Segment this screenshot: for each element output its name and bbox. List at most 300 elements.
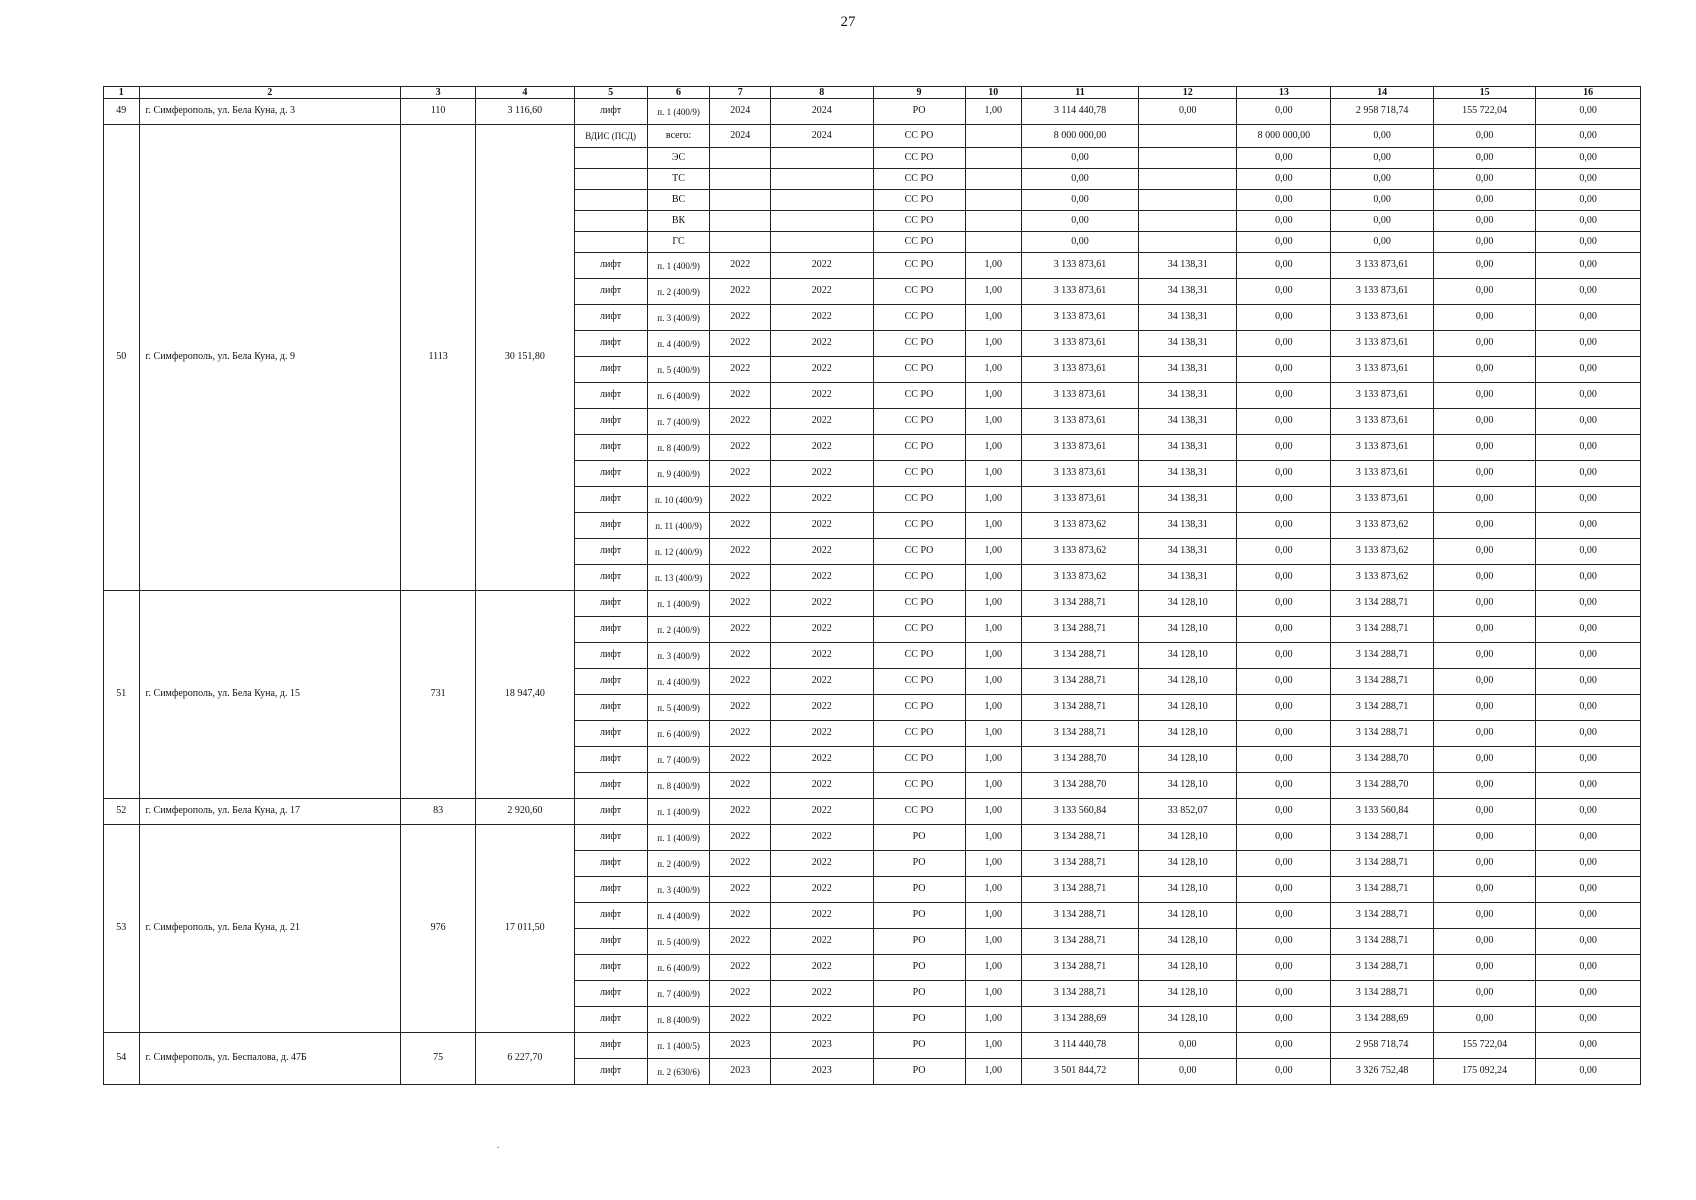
table-cell: 3 133 873,61: [1331, 331, 1433, 357]
table-cell: 1,00: [965, 799, 1021, 825]
table-cell: 0,00: [1139, 1059, 1237, 1085]
table-cell: 3 133 873,61: [1331, 357, 1433, 383]
table-cell: п. 7 (400/9): [647, 409, 710, 435]
table-cell: 3 134 288,70: [1021, 747, 1138, 773]
table-cell: 2022: [710, 903, 771, 929]
table-cell: 0,00: [1237, 211, 1331, 232]
table-cell: 0,00: [1237, 851, 1331, 877]
table-cell: лифт: [574, 877, 647, 903]
table-cell: 2024: [771, 99, 873, 125]
table-cell: п. 8 (400/9): [647, 435, 710, 461]
table-cell: СС РО: [873, 591, 965, 617]
table-cell: 17 011,50: [476, 825, 574, 1033]
table-cell: 0,00: [1433, 357, 1535, 383]
table-cell: 3 133 873,61: [1331, 279, 1433, 305]
table-cell: 34 138,31: [1139, 487, 1237, 513]
table-cell: [965, 190, 1021, 211]
table-cell: 34 138,31: [1139, 357, 1237, 383]
table-cell: 0,00: [1433, 799, 1535, 825]
table-cell: 0,00: [1237, 539, 1331, 565]
table-cell: 3 134 288,71: [1331, 669, 1433, 695]
table-cell: СС РО: [873, 539, 965, 565]
table-cell: п. 11 (400/9): [647, 513, 710, 539]
table-cell: 34 138,31: [1139, 513, 1237, 539]
table-cell: лифт: [574, 825, 647, 851]
table-cell: лифт: [574, 461, 647, 487]
table-cell: 2022: [710, 825, 771, 851]
table-cell: 0,00: [1237, 331, 1331, 357]
table-cell: СС РО: [873, 279, 965, 305]
table-cell: 2022: [710, 643, 771, 669]
table-cell: 2024: [710, 125, 771, 148]
table-cell: [710, 211, 771, 232]
table-cell: 0,00: [1433, 773, 1535, 799]
table-cell: 0,00: [1433, 435, 1535, 461]
table-cell: 1,00: [965, 331, 1021, 357]
table-cell: 2022: [710, 513, 771, 539]
table-cell: ВС: [647, 190, 710, 211]
table-cell: 34 128,10: [1139, 695, 1237, 721]
table-cell: СС РО: [873, 331, 965, 357]
table-cell: 0,00: [1021, 148, 1138, 169]
table-cell: 2022: [710, 669, 771, 695]
table-cell: 1,00: [965, 591, 1021, 617]
table-cell: лифт: [574, 617, 647, 643]
table-cell: СС РО: [873, 169, 965, 190]
table-cell: СС РО: [873, 487, 965, 513]
table-cell: 2022: [771, 955, 873, 981]
table-cell: 0,00: [1433, 877, 1535, 903]
table-cell: 0,00: [1237, 955, 1331, 981]
table-cell: 110: [400, 99, 475, 125]
table-cell: 3 133 873,61: [1331, 383, 1433, 409]
table-cell: 2022: [771, 461, 873, 487]
table-cell: 0,00: [1536, 695, 1641, 721]
table-cell: 0,00: [1433, 253, 1535, 279]
table-cell: лифт: [574, 565, 647, 591]
table-cell: 75: [400, 1033, 475, 1085]
table-cell: 1,00: [965, 565, 1021, 591]
table-cell: 0,00: [1237, 279, 1331, 305]
table-cell: СС РО: [873, 799, 965, 825]
table-cell: 0,00: [1433, 617, 1535, 643]
table-cell: [710, 169, 771, 190]
table-cell: 3 134 288,71: [1021, 903, 1138, 929]
table-cell: ВК: [647, 211, 710, 232]
table-cell: 2022: [771, 981, 873, 1007]
table-cell: 3 133 873,61: [1021, 435, 1138, 461]
table-cell: 3 134 288,71: [1331, 877, 1433, 903]
table-row: [104, 125, 1641, 148]
table-cell: РО: [873, 903, 965, 929]
table-cell: п. 2 (400/9): [647, 617, 710, 643]
table-body: [104, 87, 1641, 1085]
table-cell: 2023: [771, 1059, 873, 1085]
table-cell: [574, 148, 647, 169]
table-cell: 0,00: [1237, 148, 1331, 169]
table-cell: 3 134 288,71: [1331, 721, 1433, 747]
table-cell: 3 134 288,70: [1021, 773, 1138, 799]
table-cell: 731: [400, 591, 475, 799]
table-cell: СС РО: [873, 461, 965, 487]
table-cell: 0,00: [1536, 643, 1641, 669]
table-cell: 2022: [771, 1007, 873, 1033]
table-cell: 3 134 288,71: [1021, 721, 1138, 747]
table-cell: 2022: [771, 539, 873, 565]
table-cell: 3 133 873,61: [1021, 279, 1138, 305]
table-cell: 3 133 873,61: [1021, 331, 1138, 357]
table-cell: п. 5 (400/9): [647, 929, 710, 955]
table-cell: 0,00: [1237, 877, 1331, 903]
column-number-7: 7: [710, 87, 771, 99]
table-cell: 2022: [771, 487, 873, 513]
table-cell: 0,00: [1331, 190, 1433, 211]
table-cell: лифт: [574, 331, 647, 357]
table-cell: 3 134 288,69: [1021, 1007, 1138, 1033]
table-cell: п. 1 (400/9): [647, 799, 710, 825]
table-cell: 0,00: [1237, 903, 1331, 929]
table-cell: 0,00: [1536, 211, 1641, 232]
table-cell: 2022: [771, 253, 873, 279]
table-cell: лифт: [574, 773, 647, 799]
table-cell: 0,00: [1021, 232, 1138, 253]
table-cell: СС РО: [873, 747, 965, 773]
table-cell: г. Симферополь, ул. Бела Куна, д. 21: [139, 825, 400, 1033]
table-cell: [1139, 148, 1237, 169]
table-cell: 34 128,10: [1139, 851, 1237, 877]
table-cell: лифт: [574, 1007, 647, 1033]
table-cell: 0,00: [1237, 981, 1331, 1007]
table-cell: 0,00: [1237, 357, 1331, 383]
table-cell: п. 4 (400/9): [647, 331, 710, 357]
table-cell: 0,00: [1237, 513, 1331, 539]
table-cell: 0,00: [1536, 721, 1641, 747]
table-cell: 3 133 873,61: [1021, 487, 1138, 513]
table-cell: 1,00: [965, 825, 1021, 851]
table-cell: 0,00: [1536, 669, 1641, 695]
table-cell: п. 7 (400/9): [647, 981, 710, 1007]
table-cell: 2022: [710, 747, 771, 773]
table-cell: 0,00: [1536, 1007, 1641, 1033]
table-cell: СС РО: [873, 643, 965, 669]
column-number-8: 8: [771, 87, 873, 99]
table-cell: 2022: [771, 643, 873, 669]
column-number-2: 2: [139, 87, 400, 99]
table-cell: 3 133 873,61: [1331, 487, 1433, 513]
table-cell: 3 133 873,62: [1021, 539, 1138, 565]
column-number-13: 13: [1237, 87, 1331, 99]
table-cell: 0,00: [1331, 211, 1433, 232]
table-cell: лифт: [574, 747, 647, 773]
table-cell: 3 133 873,61: [1021, 305, 1138, 331]
table-cell: [1139, 169, 1237, 190]
table-cell: 2022: [771, 591, 873, 617]
table-cell: 8 000 000,00: [1237, 125, 1331, 148]
table-cell: 2022: [771, 383, 873, 409]
stray-mark: .: [497, 1140, 500, 1150]
table-cell: СС РО: [873, 513, 965, 539]
table-cell: СС РО: [873, 409, 965, 435]
capital-repair-table: [103, 86, 1641, 1085]
table-cell: 1,00: [965, 643, 1021, 669]
table-cell: 0,00: [1433, 461, 1535, 487]
table-cell: лифт: [574, 1059, 647, 1085]
table-cell: СС РО: [873, 617, 965, 643]
table-cell: 0,00: [1536, 169, 1641, 190]
column-number-15: 15: [1433, 87, 1535, 99]
table-cell: 3 134 288,71: [1021, 981, 1138, 1007]
table-row: [104, 591, 1641, 617]
table-cell: 0,00: [1237, 1033, 1331, 1059]
table-cell: СС РО: [873, 357, 965, 383]
table-cell: 2022: [771, 825, 873, 851]
table-cell: лифт: [574, 357, 647, 383]
table-cell: 2024: [710, 99, 771, 125]
table-cell: РО: [873, 1059, 965, 1085]
table-cell: 2022: [710, 383, 771, 409]
table-cell: п. 7 (400/9): [647, 747, 710, 773]
table-cell: [771, 211, 873, 232]
table-cell: п. 10 (400/9): [647, 487, 710, 513]
table-cell: 2022: [771, 929, 873, 955]
table-cell: [965, 211, 1021, 232]
table-cell: лифт: [574, 903, 647, 929]
table-cell: 0,00: [1237, 773, 1331, 799]
table-cell: [1139, 232, 1237, 253]
table-cell: 2022: [710, 721, 771, 747]
table-cell: 1,00: [965, 357, 1021, 383]
table-cell: п. 3 (400/9): [647, 877, 710, 903]
table-cell: 3 134 288,71: [1021, 877, 1138, 903]
table-cell: п. 1 (400/9): [647, 591, 710, 617]
table-cell: 0,00: [1536, 539, 1641, 565]
table-cell: 1,00: [965, 1033, 1021, 1059]
table-cell: 1,00: [965, 747, 1021, 773]
table-cell: 2022: [710, 929, 771, 955]
table-cell: 2022: [771, 747, 873, 773]
table-cell: [574, 169, 647, 190]
table-cell: лифт: [574, 487, 647, 513]
table-cell: 2022: [710, 331, 771, 357]
table-row: [104, 799, 1641, 825]
table-cell: п. 6 (400/9): [647, 721, 710, 747]
table-cell: РО: [873, 825, 965, 851]
table-cell: лифт: [574, 799, 647, 825]
table-cell: 0,00: [1237, 617, 1331, 643]
column-number-12: 12: [1139, 87, 1237, 99]
table-cell: п. 3 (400/9): [647, 305, 710, 331]
table-cell: 1,00: [965, 1007, 1021, 1033]
table-cell: 1,00: [965, 461, 1021, 487]
table-cell: 3 133 560,84: [1331, 799, 1433, 825]
table-cell: 54: [104, 1033, 140, 1085]
table-cell: 1,00: [965, 929, 1021, 955]
table-cell: 3 133 873,61: [1021, 409, 1138, 435]
table-cell: 0,00: [1536, 331, 1641, 357]
table-cell: 34 138,31: [1139, 331, 1237, 357]
table-cell: СС РО: [873, 232, 965, 253]
table-cell: п. 9 (400/9): [647, 461, 710, 487]
table-cell: 3 134 288,70: [1331, 747, 1433, 773]
table-cell: 0,00: [1433, 929, 1535, 955]
table-cell: лифт: [574, 981, 647, 1007]
table-cell: 2022: [771, 669, 873, 695]
table-cell: лифт: [574, 383, 647, 409]
table-cell: 2022: [771, 903, 873, 929]
table-cell: [1139, 190, 1237, 211]
table-cell: 2022: [771, 435, 873, 461]
table-cell: 34 138,31: [1139, 461, 1237, 487]
table-cell: п. 1 (400/9): [647, 825, 710, 851]
table-cell: РО: [873, 1007, 965, 1033]
table-cell: РО: [873, 851, 965, 877]
table-cell: 3 133 873,61: [1331, 409, 1433, 435]
table-cell: 34 138,31: [1139, 305, 1237, 331]
table-cell: 0,00: [1237, 591, 1331, 617]
column-number-11: 11: [1021, 87, 1138, 99]
table-cell: 0,00: [1433, 331, 1535, 357]
table-cell: 52: [104, 799, 140, 825]
table-cell: 2022: [710, 877, 771, 903]
table-cell: 0,00: [1237, 461, 1331, 487]
table-cell: 2022: [710, 357, 771, 383]
table-cell: 2022: [710, 799, 771, 825]
table-cell: 3 133 873,61: [1021, 357, 1138, 383]
table-cell: 3 134 288,71: [1331, 929, 1433, 955]
table-cell: 0,00: [1433, 211, 1535, 232]
table-cell: 3 134 288,70: [1331, 773, 1433, 799]
table-cell: лифт: [574, 409, 647, 435]
table-cell: 0,00: [1237, 643, 1331, 669]
table-cell: 2022: [710, 617, 771, 643]
table-cell: 1,00: [965, 877, 1021, 903]
table-cell: лифт: [574, 669, 647, 695]
table-cell: 1,00: [965, 487, 1021, 513]
table-cell: 0,00: [1536, 1059, 1641, 1085]
table-cell: СС РО: [873, 211, 965, 232]
table-cell: 34 138,31: [1139, 435, 1237, 461]
table-cell: 2 958 718,74: [1331, 99, 1433, 125]
table-cell: 2022: [710, 461, 771, 487]
table-cell: 34 128,10: [1139, 877, 1237, 903]
table-cell: 0,00: [1433, 190, 1535, 211]
table-cell: 3 134 288,71: [1331, 981, 1433, 1007]
table-cell: п. 12 (400/9): [647, 539, 710, 565]
table-cell: 0,00: [1021, 169, 1138, 190]
table-cell: 34 128,10: [1139, 955, 1237, 981]
table-cell: 0,00: [1433, 643, 1535, 669]
table-cell: г. Симферополь, ул. Бела Куна, д. 15: [139, 591, 400, 799]
table-cell: 1,00: [965, 955, 1021, 981]
table-cell: 2022: [771, 331, 873, 357]
table-cell: 0,00: [1237, 99, 1331, 125]
table-cell: 1,00: [965, 981, 1021, 1007]
table-cell: 2022: [771, 877, 873, 903]
table-cell: 0,00: [1536, 461, 1641, 487]
table-cell: п. 2 (400/9): [647, 851, 710, 877]
table-cell: 0,00: [1536, 773, 1641, 799]
table-cell: п. 5 (400/9): [647, 357, 710, 383]
table-cell: [771, 169, 873, 190]
table-cell: [574, 232, 647, 253]
table-cell: п. 8 (400/9): [647, 1007, 710, 1033]
table-cell: 2022: [771, 409, 873, 435]
table-cell: 0,00: [1536, 877, 1641, 903]
table-cell: 0,00: [1536, 955, 1641, 981]
table-cell: 0,00: [1237, 232, 1331, 253]
table-cell: п. 1 (400/9): [647, 253, 710, 279]
table-cell: 2022: [710, 409, 771, 435]
table-cell: 2 920,60: [476, 799, 574, 825]
table-cell: всего:: [647, 125, 710, 148]
table-cell: п. 2 (400/9): [647, 279, 710, 305]
table-cell: 8 000 000,00: [1021, 125, 1138, 148]
table-cell: 33 852,07: [1139, 799, 1237, 825]
table-cell: 2022: [771, 305, 873, 331]
table-cell: 2022: [710, 253, 771, 279]
table-cell: 1,00: [965, 721, 1021, 747]
table-cell: 3 134 288,71: [1331, 591, 1433, 617]
table-cell: 34 128,10: [1139, 903, 1237, 929]
table-cell: 2022: [710, 565, 771, 591]
table-cell: 0,00: [1237, 565, 1331, 591]
table-cell: 18 947,40: [476, 591, 574, 799]
table-cell: 3 134 288,71: [1331, 825, 1433, 851]
table-cell: 51: [104, 591, 140, 799]
table-cell: 0,00: [1237, 1059, 1331, 1085]
table-cell: 2022: [710, 539, 771, 565]
table-cell: 2022: [710, 955, 771, 981]
table-cell: 1,00: [965, 279, 1021, 305]
table-cell: РО: [873, 929, 965, 955]
table-cell: 0,00: [1536, 929, 1641, 955]
table-cell: ЭС: [647, 148, 710, 169]
table-cell: 3 326 752,48: [1331, 1059, 1433, 1085]
table-cell: 2 958 718,74: [1331, 1033, 1433, 1059]
table-cell: 34 128,10: [1139, 669, 1237, 695]
table-cell: 0,00: [1536, 1033, 1641, 1059]
table-cell: 0,00: [1536, 903, 1641, 929]
table-cell: 0,00: [1237, 929, 1331, 955]
table-cell: 0,00: [1331, 125, 1433, 148]
table-cell: 0,00: [1433, 539, 1535, 565]
table-cell: лифт: [574, 955, 647, 981]
table-cell: 1,00: [965, 409, 1021, 435]
table-row: [104, 1033, 1641, 1059]
table-cell: 976: [400, 825, 475, 1033]
column-number-10: 10: [965, 87, 1021, 99]
table-cell: 0,00: [1536, 305, 1641, 331]
table-cell: 2023: [710, 1033, 771, 1059]
table-cell: 0,00: [1536, 435, 1641, 461]
table-cell: 0,00: [1433, 981, 1535, 1007]
table-cell: 0,00: [1433, 487, 1535, 513]
table-cell: 34 128,10: [1139, 1007, 1237, 1033]
table-cell: 2022: [771, 799, 873, 825]
table-cell: 34 128,10: [1139, 617, 1237, 643]
table-cell: 0,00: [1237, 825, 1331, 851]
table-cell: 155 722,04: [1433, 1033, 1535, 1059]
table-cell: 0,00: [1536, 617, 1641, 643]
table-cell: СС РО: [873, 773, 965, 799]
table-cell: лифт: [574, 279, 647, 305]
table-cell: 0,00: [1139, 1033, 1237, 1059]
table-cell: 0,00: [1433, 513, 1535, 539]
table-cell: п. 1 (400/5): [647, 1033, 710, 1059]
table-cell: 2022: [771, 279, 873, 305]
table-cell: 0,00: [1237, 669, 1331, 695]
column-number-14: 14: [1331, 87, 1433, 99]
